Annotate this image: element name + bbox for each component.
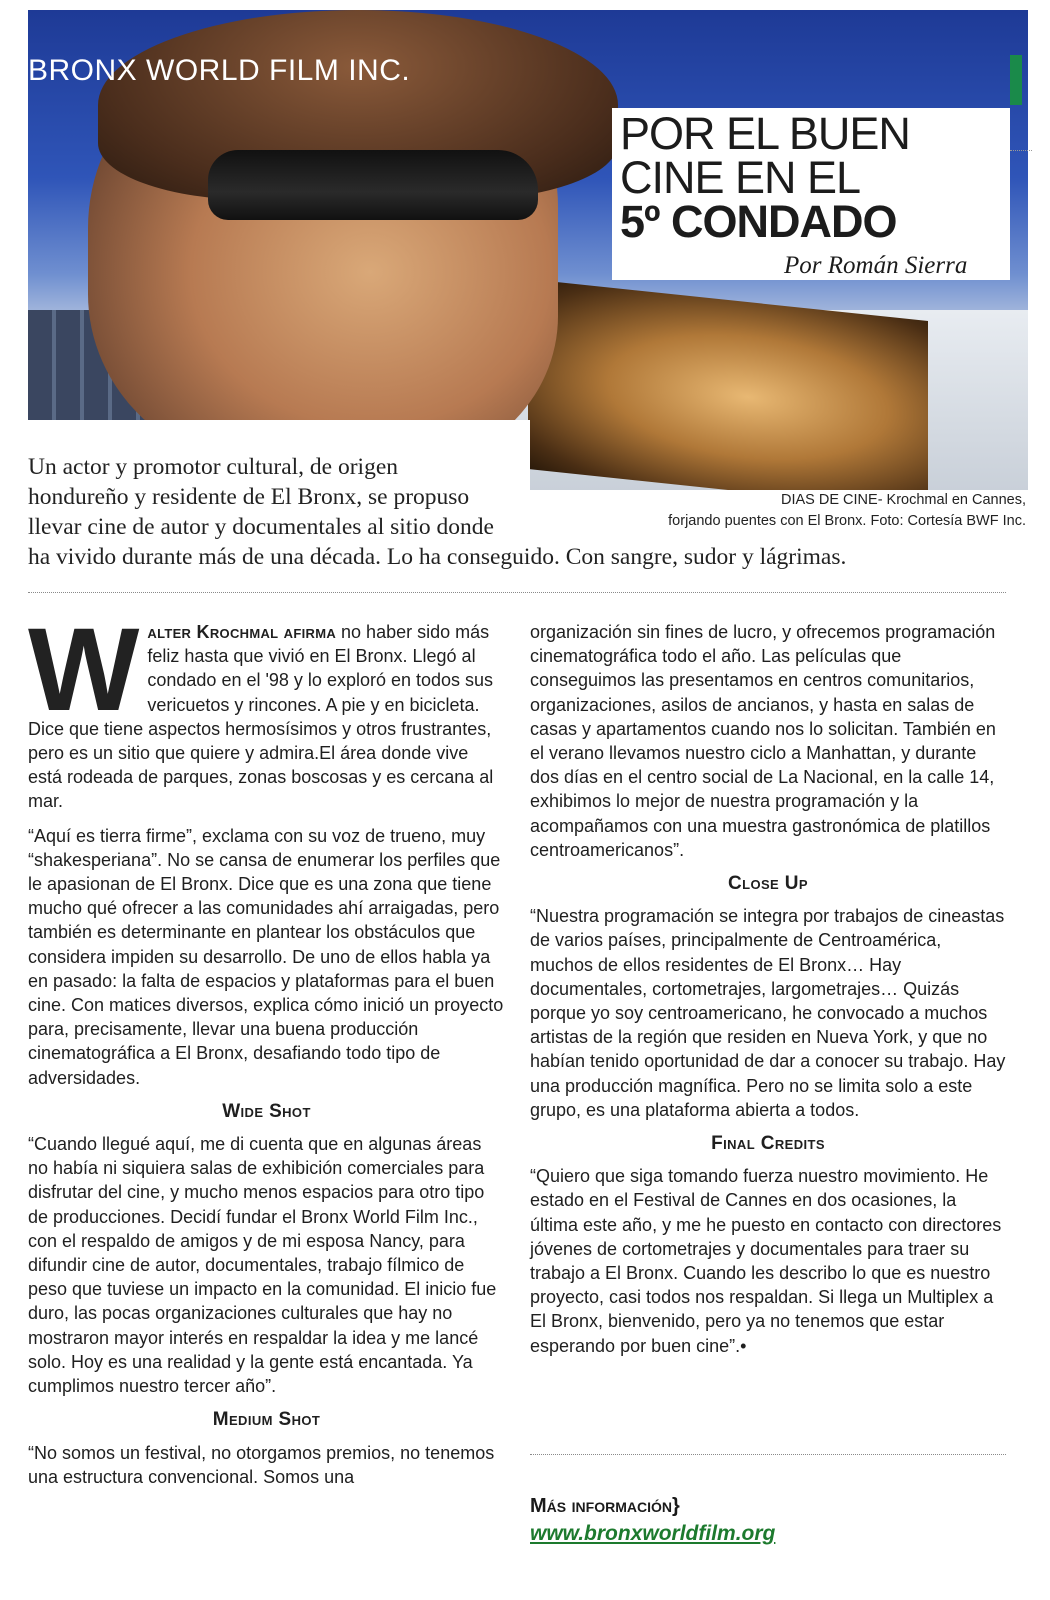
- sunglasses: [208, 150, 538, 220]
- headline-line-3: 5º CONDADO: [620, 196, 897, 247]
- divider-rule: [28, 592, 1006, 593]
- headline-line-1: POR EL BUEN: [620, 108, 910, 159]
- lead-in: alter Krochmal afirma: [147, 622, 337, 642]
- paragraph-4-continued: organización sin fines de lucro, y ofrecemos programación cinematográfica todo el año. Las películas que conseguimos las presentamos en centros comunitarios, organizaciones, asilos de ancianos, y hasta en salas de casas y apartamentos cuando nos lo solicitan. También en el verano llevamos nuestro ciclo a Manhattan, y durante dos días en el centro social de La Nacional, en la calle 14, exhibimos lo mejor de nuestra programación y la acompañamos con una muestra gastronómica de platillos centroamericanos”.: [530, 622, 996, 860]
- photo-caption-line-2: forjando puentes con El Bronx. Foto: Cortesía BWF Inc.: [668, 513, 1026, 529]
- margin-dots: [1010, 150, 1032, 151]
- paragraph-2: “Aquí es tierra firme”, exclama con su voz de trueno, muy “shakesperiana”. No se cansa de enumerar los perfiles que le apasionan de El Bronx. Dice que es una zona que tiene mucho qué ofrecer a las comunidades ahí arraigadas, pero también es determinante en plantear los obstáculos que considera impiden su desarrollo. De uno de ellos habla ya en pasado: la falta de espacios y plataformas para el buen cine. Con matices diversos, explica cómo inició un proyecto para, precisamente, llevar una buena producción cinematográfica a El Bronx, desafiando todo tipo de adversidades.: [28, 825, 504, 1088]
- paragraph-3: “Cuando llegué aquí, me di cuenta que en algunas áreas no había ni siquiera salas de exhibición comerciales para disfrutar del cine, y mucho menos espacios para otro tipo de producciones. Decidí fundar el Bronx World Film Inc., con el respaldo de amigos y de mi esposa Nancy, para difundir cine de autor, documentales, trabajo fílmico de peso que tuviese un impacto en la comunidad. El inicio fue duro, las pocas organizaciones culturales que hay no mostraron mayor interés en respaldar la idea y me lancé solo. Hoy es una realidad y la gente está encantada. Ya cumplimos nuestro tercer año”.: [28, 1134, 497, 1397]
- subhead-wide-shot: Wide Shot: [222, 1100, 311, 1122]
- photo-caption-line-1: DIAS DE CINE- Krochmal en Cannes,: [781, 492, 1026, 508]
- drop-cap: W: [28, 604, 140, 736]
- dek-line-1: Un actor y promotor cultural, de origen: [28, 454, 399, 480]
- dek-line-2: hondureño y residente de El Bronx, se propuso: [28, 484, 470, 510]
- photo-caption: [560, 490, 1026, 532]
- section-tab: [1010, 55, 1022, 105]
- paragraph-6: “Quiero que siga tomando fuerza nuestro movimiento. He estado en el Festival de Cannes en dos ocasiones, la última este año, y me he puesto en contacto con directores jóvenes de cortometrajes y documentales para traer su trabajo a El Bronx. Cuando les describo lo que es nuestro proyecto, casi todos nos respaldan. Si llega un Multiplex a El Bronx, bienvenido, pero ya no tenemos que estar esperando por buen cine”.•: [530, 1166, 1002, 1356]
- section-kicker: BRONX WORLD FILM INC.: [28, 54, 411, 87]
- dek-line-3: llevar cine de autor y documentales al sitio donde: [28, 514, 494, 540]
- paragraph-1: [28, 604, 505, 814]
- subhead-medium-shot: Medium Shot: [212, 1409, 321, 1431]
- paragraph-4-start: “No somos un festival, no otorgamos premios, no tenemos una estructura convencional. Somos una: [28, 1442, 495, 1487]
- dek-line-4: ha vivido durante más de una década. Lo ha conseguido. Con sangre, sudor y lágrimas.: [28, 544, 847, 570]
- info-divider: [530, 1454, 1006, 1455]
- headline-line-2: CINE EN EL: [620, 152, 861, 203]
- website-link[interactable]: www.bronxworldfilm.org: [530, 1522, 776, 1545]
- subhead-close-up: Close Up: [728, 873, 808, 895]
- more-info-label: Más información}: [530, 1495, 680, 1517]
- byline: Por Román Sierra: [784, 252, 968, 279]
- right-column: [530, 620, 1006, 1368]
- paragraph-5: “Nuestra programación se integra por trabajos de cineastas de varios países, principalmente de Centroamérica, muchos de ellos residentes de El Bronx… Hay documentales, cortometrajes, largometrajes… Quizás porque yo soy centroamericano, he convocado a muchos artistas de la región que residen en Nueva York, y que no habían tenido oportunidad de dar a conocer su trabajo. Hay una producción magnífica. Pero no se limita solo a este grupo, es una plataforma abierta a todos.: [530, 906, 1006, 1120]
- subhead-final-credits: Final Credits: [711, 1133, 825, 1155]
- headline: [620, 108, 1000, 247]
- paragraph-1-text: no haber sido más feliz hasta que vivió en El Bronx. Llegó al condado en el '98 y lo exploró en todos sus vericuetos y rincones. A pie y en bicicleta. Dice que tiene aspectos hermosísimos y otros frustrantes, pero es un sitio que quiere y admira.El área donde vive está rodeada de parques, zonas boscosas y es cercana al mar.: [28, 622, 494, 812]
- left-column: [28, 604, 505, 1499]
